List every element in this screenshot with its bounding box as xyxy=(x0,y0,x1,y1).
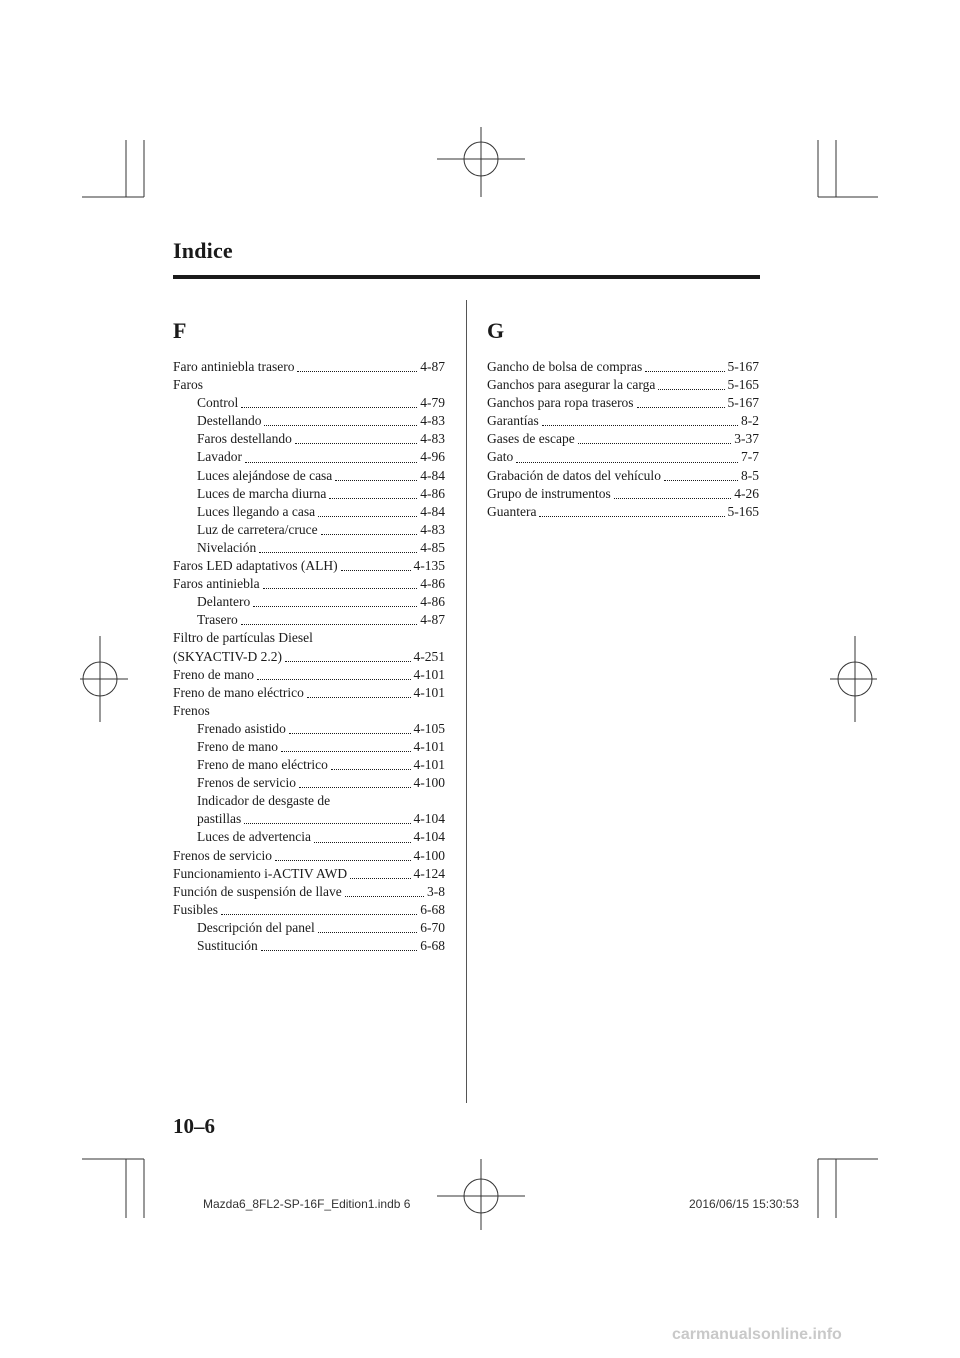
dot-leader xyxy=(318,516,417,517)
index-entry-page: 4-101 xyxy=(411,684,446,702)
index-entry-label: Luces llegando a casa xyxy=(197,503,316,519)
index-entry xyxy=(173,539,445,557)
watermark: carmanualsonline.info xyxy=(672,1326,842,1343)
page-title: Indice xyxy=(173,238,233,263)
index-entry xyxy=(173,412,445,430)
dot-leader xyxy=(645,371,724,372)
index-entry-page: 5-165 xyxy=(725,503,760,521)
index-entry-page: 5-165 xyxy=(725,376,760,394)
index-entry-label: Luces de advertencia xyxy=(197,829,311,845)
index-entry-label: Faro antiniebla trasero xyxy=(173,359,295,374)
index-entry-label: pastillas xyxy=(197,811,242,827)
section-letter: G xyxy=(487,318,505,343)
index-entry xyxy=(487,412,759,430)
index-entry-label: Lavador xyxy=(197,449,242,465)
dot-leader xyxy=(516,462,738,463)
index-entry-label: Fusibles xyxy=(173,901,219,917)
index-entry-page: 6-68 xyxy=(417,937,445,955)
index-entry-page: 4-96 xyxy=(417,448,445,466)
index-entry-label: Nivelación xyxy=(197,539,257,555)
index-entry-page: 8-5 xyxy=(738,467,759,485)
index-entry-page: 4-87 xyxy=(417,611,445,629)
index-entry xyxy=(173,448,445,466)
index-entry-label: Guantera xyxy=(487,503,537,519)
dot-leader xyxy=(318,932,418,933)
dot-leader xyxy=(335,480,417,481)
index-entry xyxy=(173,847,445,865)
dot-leader xyxy=(297,371,417,372)
index-entry-page: 4-101 xyxy=(411,738,446,756)
index-entry-page: 4-83 xyxy=(417,521,445,539)
dot-leader xyxy=(341,570,411,571)
index-entry-label: Delantero xyxy=(197,594,251,610)
index-entry-page: 6-68 xyxy=(417,901,445,919)
dot-leader xyxy=(241,624,417,625)
index-entry xyxy=(173,810,445,828)
dot-leader xyxy=(578,443,732,444)
index-entry xyxy=(487,448,759,466)
index-entry-page: 4-251 xyxy=(411,648,446,666)
index-entry-label: Gato xyxy=(487,449,514,465)
index-entry xyxy=(487,376,759,394)
index-entry-page: 4-101 xyxy=(411,756,446,774)
index-entry-label: Frenos xyxy=(173,702,210,718)
index-entry xyxy=(173,648,445,666)
index-entry-page: 4-83 xyxy=(417,412,445,430)
index-entry-page: 4-26 xyxy=(731,485,759,503)
index-entry-label: Freno de mano xyxy=(173,666,254,682)
index-entry xyxy=(173,666,445,684)
index-entry-label: Ganchos para ropa traseros xyxy=(487,395,634,411)
index-entry-label: Destellando xyxy=(197,413,262,429)
index-entry-label: Función de suspensión de llave xyxy=(173,883,342,899)
index-entry-page: 4-86 xyxy=(417,575,445,593)
index-entry xyxy=(173,575,445,593)
index-entry-page: 4-104 xyxy=(411,810,446,828)
index-entry-label: Ganchos para asegurar la carga xyxy=(487,377,656,393)
index-entry-page: 3-8 xyxy=(424,883,445,901)
index-entry-page: 4-79 xyxy=(417,394,445,412)
index-entry xyxy=(173,684,445,702)
index-entry xyxy=(173,828,445,846)
index-entry-page: 4-86 xyxy=(417,485,445,503)
index-entry xyxy=(487,430,759,448)
footer-timestamp: 2016/06/15 15:30:53 xyxy=(689,1197,800,1211)
index-entry-page: 6-70 xyxy=(417,919,445,937)
index-entry xyxy=(487,394,759,412)
dot-leader xyxy=(244,823,410,824)
index-entry-label: Grabación de datos del vehículo xyxy=(487,467,661,483)
index-entry-label: Descripción del panel xyxy=(197,919,315,935)
header-rule xyxy=(173,275,760,279)
index-entry xyxy=(173,937,445,955)
index-entry-page: 4-84 xyxy=(417,467,445,485)
index-entry-label: Frenado asistido xyxy=(197,720,286,736)
dot-leader xyxy=(307,697,411,698)
index-entry-label: Freno de mano eléctrico xyxy=(197,757,328,773)
index-entry-label: Indicador de desgaste de xyxy=(197,793,331,809)
index-entry-page: 8-2 xyxy=(738,412,759,430)
index-entry-label: Gancho de bolsa de compras xyxy=(487,359,643,374)
index-entry-page: 4-86 xyxy=(417,593,445,611)
index-entry xyxy=(173,901,445,919)
index-entry xyxy=(487,358,759,376)
index-entry-page: 4-83 xyxy=(417,430,445,448)
dot-leader xyxy=(299,787,411,788)
index-entry-label: Luces alejándose de casa xyxy=(197,467,333,483)
index-entry xyxy=(487,485,759,503)
index-entry xyxy=(173,865,445,883)
dot-leader xyxy=(221,914,417,915)
index-entry xyxy=(173,774,445,792)
dot-leader xyxy=(281,751,411,752)
index-entry-label: Sustitución xyxy=(197,938,258,953)
page-number: 10–6 xyxy=(173,1114,215,1138)
dot-leader xyxy=(331,769,411,770)
dot-leader xyxy=(289,733,411,734)
index-entry-page: 4-84 xyxy=(417,503,445,521)
index-entry-label: Freno de mano eléctrico xyxy=(173,684,304,700)
index-entry-page: 4-124 xyxy=(411,865,446,883)
index-entry xyxy=(173,376,445,394)
index-column-left xyxy=(173,316,445,955)
index-entry xyxy=(173,485,445,503)
dot-leader xyxy=(664,480,738,481)
dot-leader xyxy=(295,443,417,444)
index-entry-page: 4-100 xyxy=(411,847,446,865)
index-entry-page: 4-104 xyxy=(411,828,446,846)
dot-leader xyxy=(245,462,417,463)
index-entry-label: (SKYACTIV-D 2.2) xyxy=(173,648,283,664)
index-entry-label: Trasero xyxy=(197,612,238,628)
dot-leader xyxy=(253,606,417,607)
dot-leader xyxy=(261,950,417,951)
index-entry xyxy=(487,503,759,521)
index-entry xyxy=(173,919,445,937)
dot-leader xyxy=(539,516,724,517)
dot-leader xyxy=(259,552,417,553)
index-entry-page: 4-135 xyxy=(411,557,446,575)
index-entry-page: 3-37 xyxy=(731,430,759,448)
dot-leader xyxy=(264,425,417,426)
index-entry xyxy=(173,430,445,448)
index-entry-label: Faros xyxy=(173,377,203,393)
index-entry xyxy=(173,883,445,901)
dot-leader xyxy=(614,498,732,499)
index-entry-label: Faros antiniebla xyxy=(173,576,260,592)
section-letter: F xyxy=(173,318,187,343)
dot-leader xyxy=(345,896,424,897)
dot-leader xyxy=(321,534,418,535)
index-entry-label: Luz de carretera/cruce xyxy=(197,521,318,537)
index-entry xyxy=(173,593,445,611)
index-entry xyxy=(173,792,445,810)
index-entry-page: 7-7 xyxy=(738,448,759,466)
index-entry xyxy=(173,394,445,412)
index-entry xyxy=(173,611,445,629)
index-entry xyxy=(173,557,445,575)
dot-leader xyxy=(241,407,417,408)
index-entry xyxy=(173,358,445,376)
index-entry-page: 4-105 xyxy=(411,720,446,738)
index-entry-page: 4-85 xyxy=(417,539,445,557)
index-entry-label: Garantías xyxy=(487,413,539,429)
dot-leader xyxy=(314,842,411,843)
index-entry-label: Filtro de partículas Diesel xyxy=(173,630,313,646)
index-entry-label: Grupo de instrumentos xyxy=(487,485,611,501)
index-entry-label: Frenos de servicio xyxy=(197,775,296,791)
index-entry xyxy=(487,467,759,485)
index-entry xyxy=(173,738,445,756)
column-divider xyxy=(466,300,467,1103)
dot-leader xyxy=(257,679,411,680)
dot-leader xyxy=(350,878,410,879)
index-entry-label: Freno de mano xyxy=(197,738,278,754)
index-entry xyxy=(173,702,445,720)
index-entry xyxy=(173,629,445,647)
index-entry xyxy=(173,756,445,774)
index-entry-page: 4-101 xyxy=(411,666,446,684)
index-entry xyxy=(173,720,445,738)
index-entry-label: Funcionamiento i-ACTIV AWD xyxy=(173,865,348,881)
dot-leader xyxy=(658,389,724,390)
index-entry-page: 5-167 xyxy=(725,358,760,376)
dot-leader xyxy=(542,425,738,426)
index-entry-label: Luces de marcha diurna xyxy=(197,485,327,501)
dot-leader xyxy=(275,860,411,861)
dot-leader xyxy=(329,498,417,499)
index-entry-label: Frenos de servicio xyxy=(173,847,272,863)
index-entry-page: 5-167 xyxy=(725,394,760,412)
index-entry xyxy=(173,467,445,485)
index-entry-label: Faros LED adaptativos (ALH) xyxy=(173,558,338,574)
dot-leader xyxy=(285,661,410,662)
index-column-right xyxy=(487,316,759,521)
index-entry-label: Faros destellando xyxy=(197,431,292,447)
index-entry-page: 4-87 xyxy=(417,358,445,376)
index-entry xyxy=(173,521,445,539)
footer-file-info: Mazda6_8FL2-SP-16F_Edition1.indb 6 xyxy=(203,1197,411,1211)
index-entry xyxy=(173,503,445,521)
dot-leader xyxy=(263,588,418,589)
index-entry-page: 4-100 xyxy=(411,774,446,792)
index-entry-label: Control xyxy=(197,395,239,411)
dot-leader xyxy=(637,407,725,408)
index-entry-label: Gases de escape xyxy=(487,431,575,447)
